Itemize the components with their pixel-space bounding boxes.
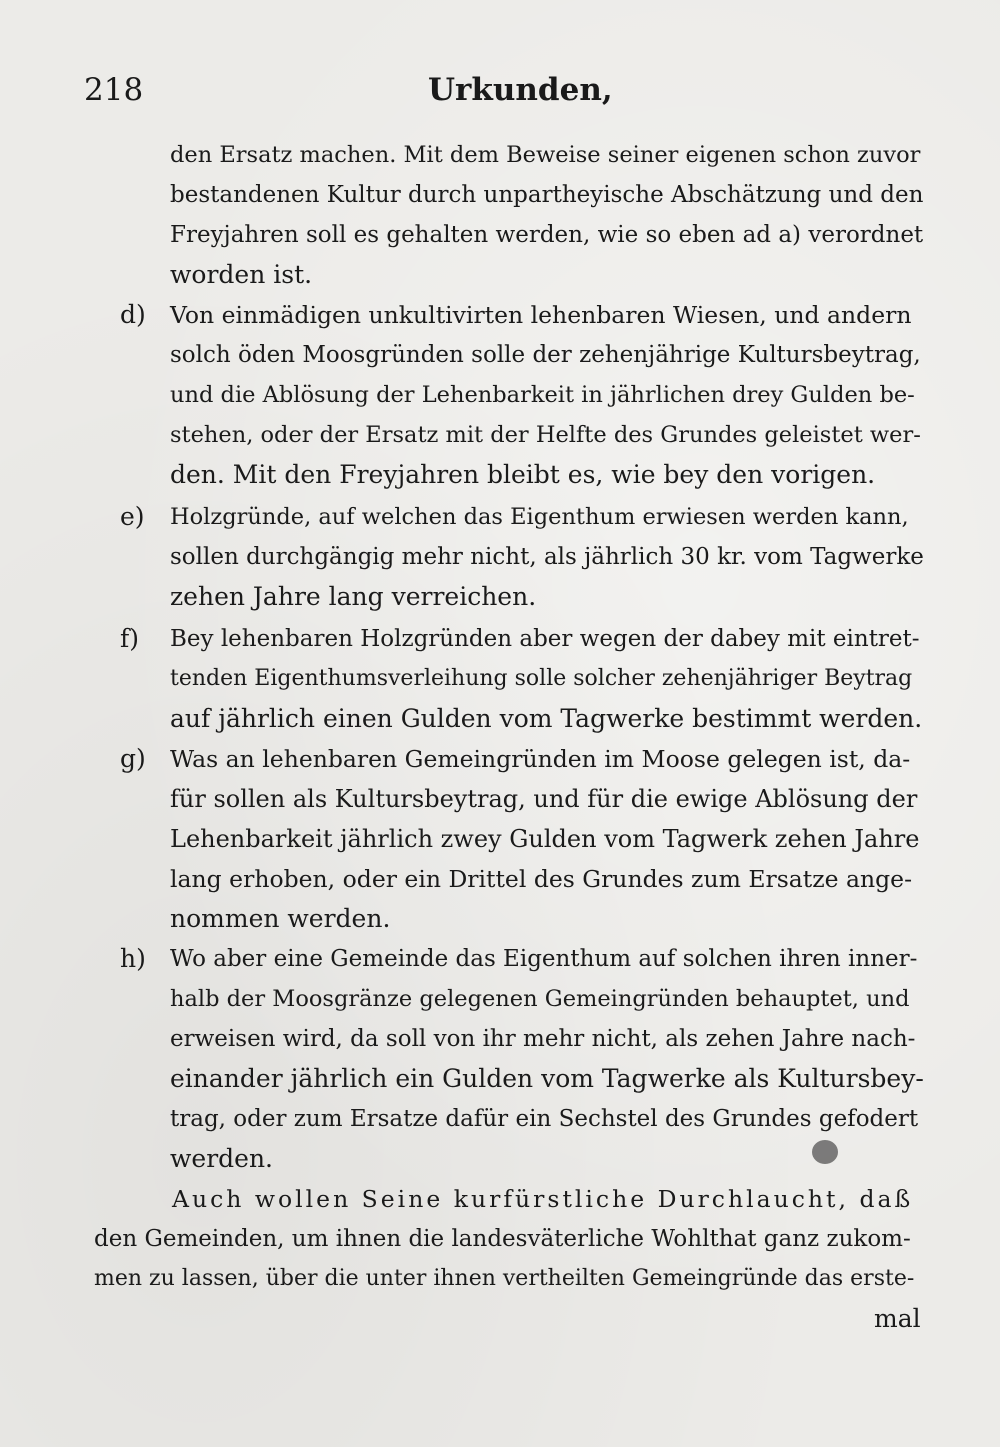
text-line: den Gemeinden, um ihnen die landesväterliche Wohlthat ganz zukom- xyxy=(94,1226,911,1252)
text-line: für sollen als Kultursbeytrag, und für die ewige Ablösung der xyxy=(170,785,918,813)
text-line: men zu lassen, über die unter ihnen vertheilten Gemeingründe das erste- xyxy=(94,1266,915,1291)
item-marker-f: f) xyxy=(120,624,140,653)
item-marker-g: g) xyxy=(120,744,146,773)
item-marker-h: h) xyxy=(120,944,146,973)
text-line: auf jährlich einen Gulden vom Tagwerke bestimmt werden. xyxy=(170,704,923,733)
text-line: und die Ablösung der Lehenbarkeit in jährlichen drey Gulden be- xyxy=(170,382,915,408)
item-marker-e: e) xyxy=(120,502,145,531)
text-line: Freyjahren soll es gehalten werden, wie so eben ad a) verordnet xyxy=(170,222,924,248)
text-line: tenden Eigenthumsverleihung solle solcher zehenjähriger Beytrag xyxy=(170,666,913,691)
text-line: Lehenbarkeit jährlich zwey Gulden vom Tagwerk zehen Jahre xyxy=(170,825,920,853)
text-line: lang erhoben, oder ein Drittel des Grundes zum Ersatze ange- xyxy=(170,865,913,893)
text-line: Wo aber eine Gemeinde das Eigenthum auf solchen ihren inner- xyxy=(170,946,918,972)
text-line: werden. xyxy=(170,1144,273,1173)
text-line: nommen werden. xyxy=(170,904,391,933)
text-line: Holzgründe, auf welchen das Eigenthum erwiesen werden kann, xyxy=(170,504,909,530)
text-line: mal xyxy=(874,1304,921,1333)
text-line: halb der Moosgränze gelegenen Gemeingründen behauptet, und xyxy=(170,986,910,1012)
text-line: trag, oder zum Ersatze dafür ein Sechstel des Grundes gefodert xyxy=(170,1106,919,1132)
text-line: sollen durchgängig mehr nicht, als jährlich 30 kr. vom Tagwerke xyxy=(170,544,924,570)
text-line: Bey lehenbaren Holzgründen aber wegen der dabey mit eintret- xyxy=(170,626,920,652)
text-line: bestandenen Kultur durch unpartheyische Abschätzung und den xyxy=(170,182,924,208)
text-line: den Ersatz machen. Mit dem Beweise seiner eigenen schon zuvor xyxy=(170,142,921,168)
text-line: Auch wollen Seine kurfürstliche Durchlaucht, daß xyxy=(172,1185,914,1213)
running-head: Urkunden, xyxy=(428,72,613,108)
text-line: Was an lehenbaren Gemeingründen im Moose gelegen ist, da- xyxy=(170,745,911,773)
text-line: stehen, oder der Ersatz mit der Helfte des Grundes geleistet wer- xyxy=(170,422,921,448)
text-line: erweisen wird, da soll von ihr mehr nicht, als zehen Jahre nach- xyxy=(170,1026,916,1052)
text-line: zehen Jahre lang verreichen. xyxy=(170,582,537,611)
page-header xyxy=(0,72,1000,112)
item-marker-d: d) xyxy=(120,300,146,329)
text-line: solch öden Moosgründen solle der zehenjährige Kultursbeytrag, xyxy=(170,342,921,368)
text-line: Von einmädigen unkultivirten lehenbaren Wiesen, und andern xyxy=(170,301,912,329)
text-line: einander jährlich ein Gulden vom Tagwerke als Kultursbey- xyxy=(170,1064,924,1093)
ink-spot xyxy=(812,1140,838,1164)
text-line: den. Mit den Freyjahren bleibt es, wie bey den vorigen. xyxy=(170,460,876,489)
text-line: worden ist. xyxy=(170,260,313,289)
page-number: 218 xyxy=(84,72,144,108)
